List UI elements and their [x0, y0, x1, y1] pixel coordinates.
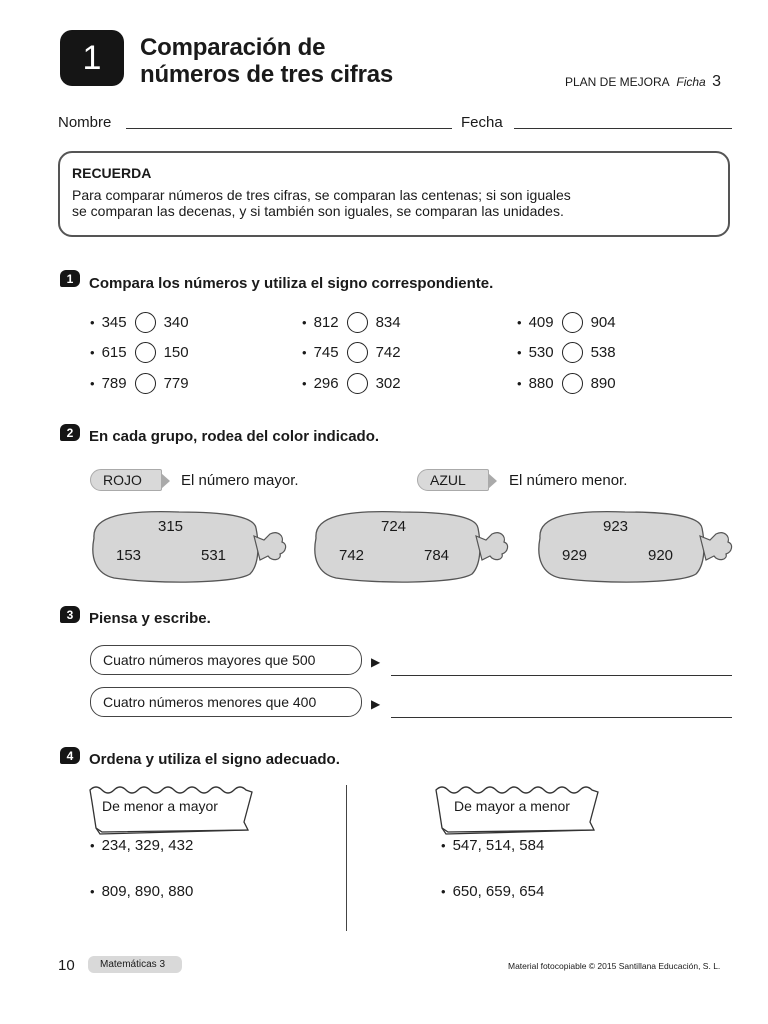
activity-3-title: Piensa y escribe. [89, 610, 211, 627]
descending-order-label: De mayor a menor [454, 798, 570, 814]
ficha-label: Ficha [676, 75, 706, 89]
arrow-right-icon: ▶ [371, 697, 381, 711]
less-than-400-answer-line[interactable] [391, 717, 732, 718]
title-line-1: Comparación de [140, 34, 326, 61]
activity-4-title: Ordena y utiliza el signo adecuado. [89, 751, 340, 768]
date-field[interactable] [514, 128, 732, 129]
activity-1-title: Compara los números y utiliza el signo correspondiente. [89, 275, 494, 292]
comparison-item: • 296 302 [302, 375, 401, 392]
column-divider [346, 785, 347, 931]
bag-3-number-right[interactable]: 920 [648, 547, 674, 564]
less-than-400-prompt: Cuatro números menores que 400 [90, 687, 362, 717]
bag-2-number-top[interactable]: 724 [381, 518, 407, 535]
comparison-sign-circle[interactable] [347, 312, 368, 333]
comparison-sign-circle[interactable] [562, 373, 583, 394]
name-label: Nombre [58, 114, 112, 131]
comparison-item: • 880 890 [517, 375, 616, 392]
unit-number-badge [60, 30, 124, 86]
date-label: Fecha [461, 114, 503, 131]
bag-1-number-top[interactable]: 315 [158, 518, 184, 535]
comparison-item: • 789 779 [90, 375, 189, 392]
greater-than-500-prompt: Cuatro números mayores que 500 [90, 645, 362, 675]
blue-color-tag: AZUL [417, 469, 489, 491]
ascending-order-label: De menor a mayor [102, 798, 218, 814]
comparison-item: • 615 150 [90, 344, 189, 361]
plan-text: PLAN DE MEJORA [565, 75, 670, 89]
recuerda-title: RECUERDA [72, 165, 152, 181]
ascending-sequence-1: • 234, 329, 432 [90, 837, 194, 854]
comparison-sign-circle[interactable] [135, 312, 156, 333]
red-tag-instruction: El número mayor. [181, 472, 299, 489]
activity-4-number: 4 [60, 747, 80, 764]
comparison-sign-circle[interactable] [562, 312, 583, 333]
comparison-sign-circle[interactable] [135, 373, 156, 394]
comparison-sign-circle[interactable] [347, 373, 368, 394]
descending-sequence-2: • 650, 659, 654 [441, 883, 545, 900]
page-number: 10 [58, 957, 75, 974]
name-field[interactable] [126, 128, 452, 129]
blue-tag-instruction: El número menor. [509, 472, 628, 489]
activity-2-number: 2 [60, 424, 80, 441]
ficha-number: 3 [712, 73, 721, 90]
recuerda-box [58, 151, 730, 237]
comparison-item: • 812 834 [302, 314, 401, 331]
page-title [140, 34, 393, 88]
descending-sequence-1: • 547, 514, 584 [441, 837, 545, 854]
comparison-sign-circle[interactable] [347, 342, 368, 363]
comparison-sign-circle[interactable] [135, 342, 156, 363]
bag-2-number-right[interactable]: 784 [424, 547, 450, 564]
tag-arrow-icon [488, 473, 497, 489]
recuerda-line-1: Para comparar números de tres cifras, se comparan las centenas; si son iguales [72, 187, 571, 203]
comparison-item: • 745 742 [302, 344, 401, 361]
comparison-item: • 409 904 [517, 314, 616, 331]
bag-knot-icon [254, 533, 286, 560]
bag-2-number-left[interactable]: 742 [339, 547, 365, 564]
number-bags-illustration [84, 500, 744, 590]
comparison-grid [90, 312, 740, 402]
ascending-sequence-2: • 809, 890, 880 [90, 883, 194, 900]
comparison-sign-circle[interactable] [562, 342, 583, 363]
bag-3-number-left[interactable]: 929 [562, 547, 588, 564]
recuerda-line-2: se comparan las decenas, y si también son iguales, se comparan las unidades. [72, 203, 564, 219]
comparison-item: • 345 340 [90, 314, 189, 331]
bag-knot-icon [700, 533, 732, 560]
activity-3-number: 3 [60, 606, 80, 623]
activity-2-title: En cada grupo, rodea del color indicado. [89, 428, 380, 445]
tag-arrow-icon [161, 473, 170, 489]
arrow-right-icon: ▶ [371, 655, 381, 669]
bag-knot-icon [476, 533, 508, 560]
bag-1-number-right[interactable]: 531 [201, 547, 227, 564]
plan-de-mejora-label [565, 73, 721, 91]
copyright-notice: Material fotocopiable © 2015 Santillana Educación, S. L. [508, 961, 721, 971]
greater-than-500-answer-line[interactable] [391, 675, 732, 676]
activity-1-number: 1 [60, 270, 80, 287]
title-line-2: números de tres cifras [140, 61, 394, 88]
bag-3-number-top[interactable]: 923 [603, 518, 629, 535]
bag-1-number-left[interactable]: 153 [116, 547, 142, 564]
unit-number: 1 [82, 38, 102, 77]
subject-label: Matemáticas 3 [88, 956, 182, 973]
comparison-item: • 530 538 [517, 344, 616, 361]
red-color-tag: ROJO [90, 469, 162, 491]
